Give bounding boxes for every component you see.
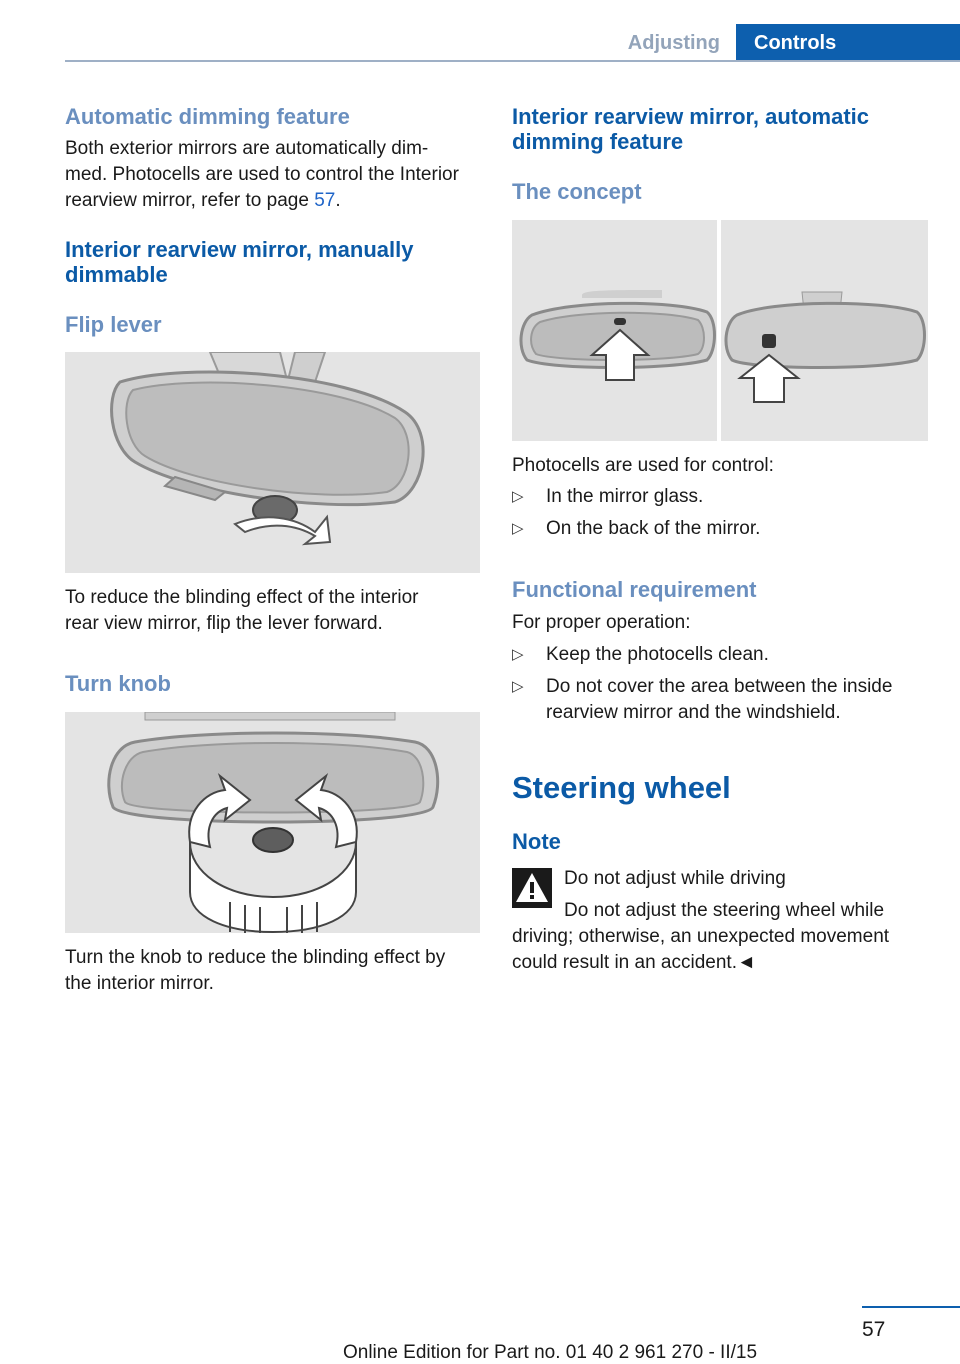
flip-lever-illustration — [65, 352, 480, 573]
warning-triangle-icon — [512, 868, 552, 908]
triangle-right-icon: ▷ — [512, 520, 524, 537]
header-tab-controls: Controls — [736, 24, 960, 62]
heading-the-concept: The concept — [512, 179, 642, 204]
header-rule — [65, 60, 960, 62]
note-line-1: Do not adjust the steering wheel while — [564, 900, 885, 921]
heading-turn-knob: Turn knob — [65, 671, 171, 696]
triangle-right-icon: ▷ — [512, 488, 524, 505]
list-item: ▷ Do not cover the area between the inside rearview mirror and the windshield. — [512, 676, 893, 723]
heading-functional-requirement: Functional requirement — [512, 577, 757, 602]
header-tab-adjusting: Adjusting — [627, 32, 720, 54]
list-item: ▷ In the mirror glass. — [512, 484, 932, 510]
paragraph-photocells: Photocells are used for control: — [512, 455, 774, 476]
heading-automatic-dimming-mirror: Interior rearview mirror, automatic dimming feature — [512, 104, 870, 154]
paragraph-proper-operation: For proper operation: — [512, 612, 691, 633]
photocells-illustration — [512, 220, 928, 441]
triangle-right-icon: ▷ — [512, 678, 524, 695]
heading-note: Note — [512, 829, 561, 854]
paragraph-automatic-dimming: Both exterior mirrors are automatically dim‐ med. Photocells are used to control the Interior rearview mirror, refer to page 57. — [65, 138, 459, 211]
heading-steering-wheel: Steering wheel — [512, 770, 731, 805]
heading-manual-dimmable: Interior rearview mirror, manually dimmable — [65, 237, 414, 287]
page-link[interactable]: 57 — [314, 190, 336, 211]
list-item: ▷ On the back of the mirror. — [512, 516, 932, 542]
note-title: Do not adjust while driving — [564, 868, 786, 889]
paragraph-turn-knob: Turn the knob to reduce the blinding effect by the interior mirror. — [65, 947, 446, 994]
triangle-right-icon: ▷ — [512, 646, 524, 663]
note-body: driving; otherwise, an unexpected movement could result in an accident.◄ — [512, 926, 890, 973]
turn-knob-illustration — [65, 712, 480, 933]
footer-rule — [862, 1306, 960, 1308]
footer-edition: Online Edition for Part no. 01 40 2 961 270 - II/15 — [342, 1342, 758, 1363]
heading-automatic-dimming: Automatic dimming feature — [65, 104, 350, 129]
heading-flip-lever: Flip lever — [65, 312, 162, 337]
list-item: ▷ Keep the photocells clean. — [512, 642, 932, 668]
paragraph-flip-lever: To reduce the blinding effect of the interior rear view mirror, flip the lever forward. — [65, 587, 419, 634]
page-number: 57 — [862, 1318, 886, 1341]
